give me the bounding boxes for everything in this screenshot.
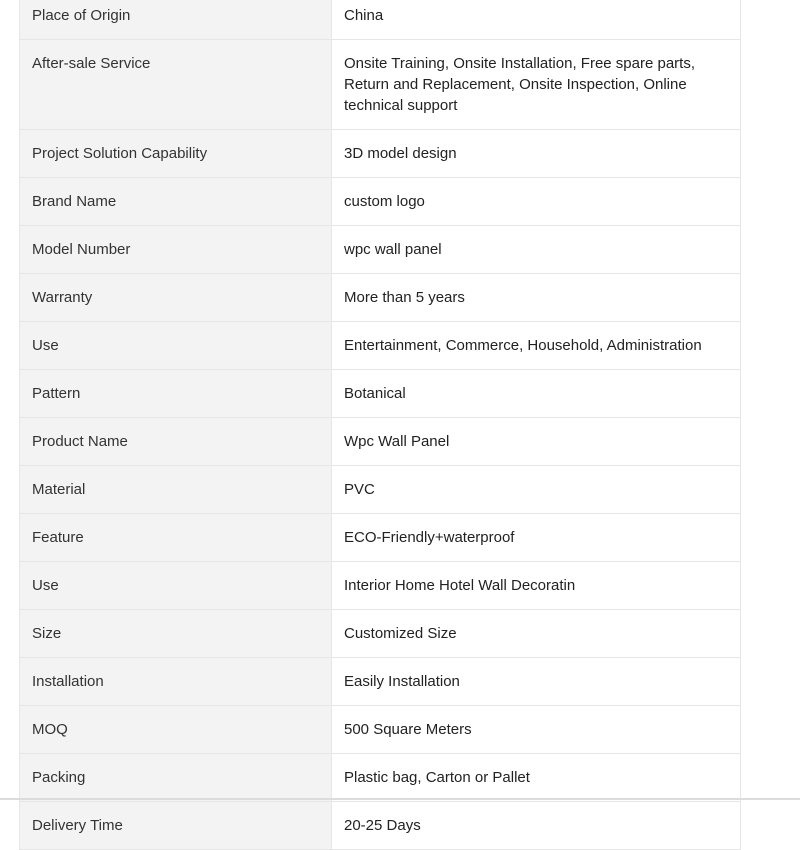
product-attributes-table — [19, 0, 741, 850]
attribute-value: Customized Size — [332, 610, 741, 658]
table-row — [20, 802, 741, 850]
table-row — [20, 130, 741, 178]
attribute-value: 500 Square Meters — [332, 706, 741, 754]
table-row — [20, 0, 741, 40]
attribute-value: Wpc Wall Panel — [332, 418, 741, 466]
attribute-label: Feature — [20, 514, 332, 562]
attribute-value: ECO-Friendly+waterproof — [332, 514, 741, 562]
table-row — [20, 754, 741, 802]
attribute-value: 20-25 Days — [332, 802, 741, 850]
attribute-label: Brand Name — [20, 178, 332, 226]
horizontal-scrollbar-track — [0, 798, 800, 800]
attribute-label: Warranty — [20, 274, 332, 322]
table-row — [20, 274, 741, 322]
table-row — [20, 610, 741, 658]
attribute-label: Place of Origin — [20, 0, 332, 40]
table-row — [20, 562, 741, 610]
table-row — [20, 418, 741, 466]
table-row — [20, 40, 741, 130]
attribute-value: PVC — [332, 466, 741, 514]
table-row — [20, 706, 741, 754]
table-row — [20, 466, 741, 514]
attribute-value: Easily Installation — [332, 658, 741, 706]
attribute-value: China — [332, 0, 741, 40]
attribute-label: Material — [20, 466, 332, 514]
table-row — [20, 322, 741, 370]
attribute-value: Entertainment, Commerce, Household, Administration — [332, 322, 741, 370]
table-row — [20, 178, 741, 226]
attribute-label: Packing — [20, 754, 332, 802]
attribute-label: MOQ — [20, 706, 332, 754]
attribute-value: Plastic bag, Carton or Pallet — [332, 754, 741, 802]
attribute-value: wpc wall panel — [332, 226, 741, 274]
attribute-value: More than 5 years — [332, 274, 741, 322]
table-row — [20, 514, 741, 562]
table-row — [20, 226, 741, 274]
attribute-label: Use — [20, 322, 332, 370]
attribute-label: Use — [20, 562, 332, 610]
attribute-value: 3D model design — [332, 130, 741, 178]
attribute-label: Delivery Time — [20, 802, 332, 850]
attribute-label: Product Name — [20, 418, 332, 466]
attribute-label: Project Solution Capability — [20, 130, 332, 178]
attribute-label: Model Number — [20, 226, 332, 274]
attribute-label: Pattern — [20, 370, 332, 418]
attribute-value: custom logo — [332, 178, 741, 226]
attribute-label: Size — [20, 610, 332, 658]
table-row — [20, 370, 741, 418]
attribute-label: After-sale Service — [20, 40, 332, 130]
attribute-value: Botanical — [332, 370, 741, 418]
attribute-value: Interior Home Hotel Wall Decoratin — [332, 562, 741, 610]
table-row — [20, 658, 741, 706]
attribute-value: Onsite Training, Onsite Installation, Free spare parts, Return and Replacement, Onsite Inspection, Online technical support — [332, 40, 741, 130]
attribute-label: Installation — [20, 658, 332, 706]
